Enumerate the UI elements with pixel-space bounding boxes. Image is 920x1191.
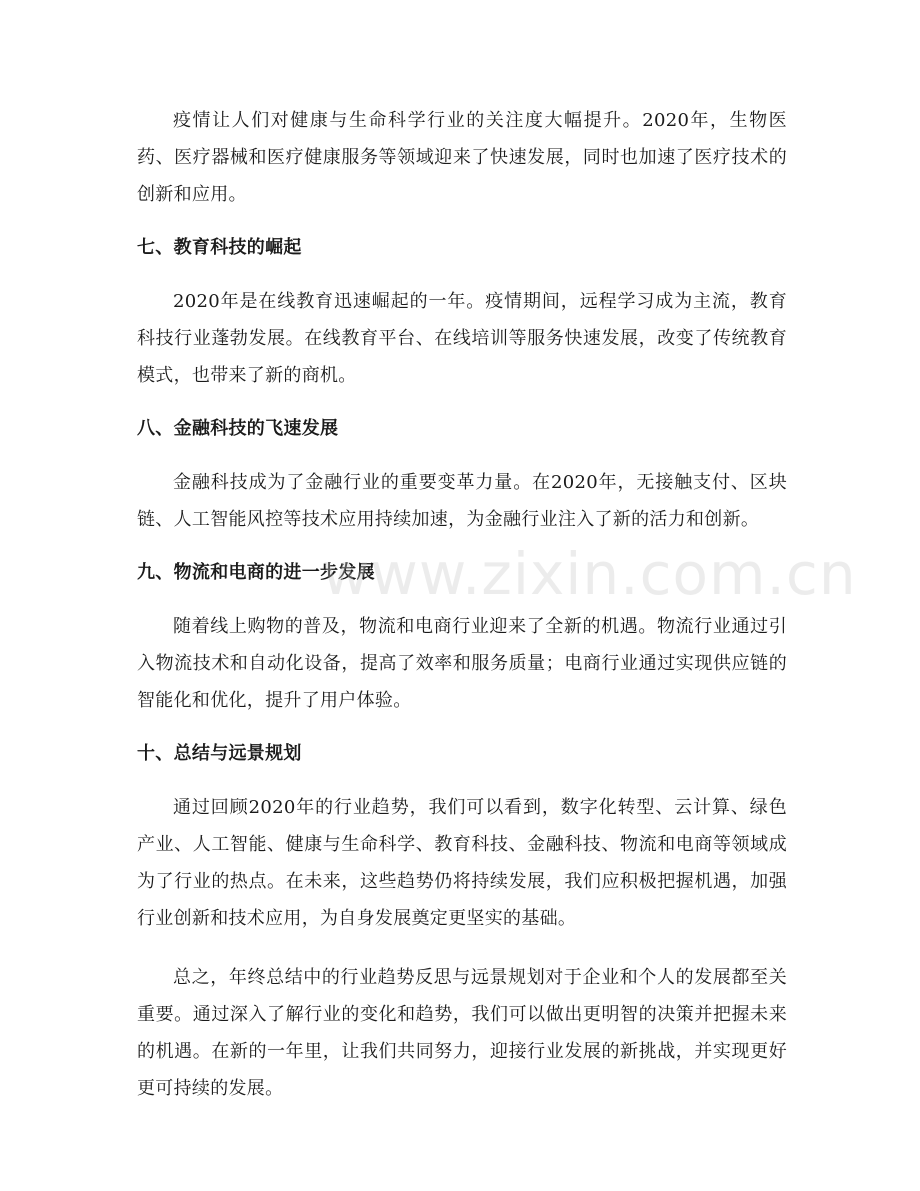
heading-section-8: 八、金融科技的飞速发展 <box>137 418 339 439</box>
paragraph-summary: 通过回顾2020年的行业趋势，我们可以看到，数字化转型、云计算、绿色产业、人工智能、健康与生命科学、教育科技、金融科技、物流和电商等领域成为了行业的热点。在未来，这些趋势仍将持续发展，我们应积极把握机遇，加强行业创新和技术应用，为自身发展奠定更坚实的基础。 <box>137 797 787 929</box>
paragraph-logistics: 随着线上购物的普及，物流和电商行业迎来了全新的机遇。物流行业通过引入物流技术和自动化设备，提高了效率和服务质量；电商行业通过实现供应链的智能化和优化，提升了用户体验。 <box>137 616 787 711</box>
paragraph-fintech: 金融科技成为了金融行业的重要变革力量。在2020年，无接触支付、区块链、人工智能风控等技术应用持续加速，为金融行业注入了新的活力和创新。 <box>137 472 787 530</box>
paragraph-health: 疫情让人们对健康与生命科学行业的关注度大幅提升。2020年，生物医药、医疗器械和医疗健康服务等领域迎来了快速发展，同时也加速了医疗技术的创新和应用。 <box>137 110 787 205</box>
heading-section-9: 九、物流和电商的进一步发展 <box>137 562 375 583</box>
paragraph-edtech: 2020年是在线教育迅速崛起的一年。疫情期间，远程学习成为主流，教育科技行业蓬勃发展。在线教育平台、在线培训等服务快速发展，改变了传统教育模式，也带来了新的商机。 <box>137 291 787 386</box>
document-body <box>137 102 787 1129</box>
watermark: www.zixin.com.cn <box>322 540 857 608</box>
heading-section-10: 十、总结与远景规划 <box>137 743 302 764</box>
heading-section-7: 七、教育科技的崛起 <box>137 237 302 258</box>
paragraph-conclusion: 总之，年终总结中的行业趋势反思与远景规划对于企业和个人的发展都至关重要。通过深入了解行业的变化和趋势，我们可以做出更明智的决策并把握未来的机遇。在新的一年里，让我们共同努力，迎接行业发展的新挑战，并实现更好更可持续的发展。 <box>137 967 787 1099</box>
